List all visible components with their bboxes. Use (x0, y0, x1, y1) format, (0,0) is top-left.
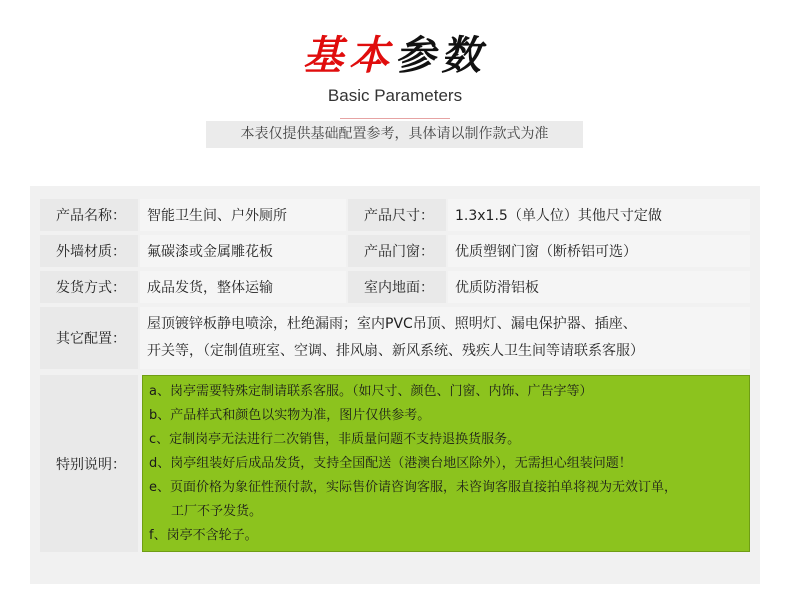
other-line-2: 开关等，（定制值班室、空调、排风扇、新风系统、残疾人卫生间等请联系客服） (147, 343, 644, 359)
table-row (40, 199, 750, 231)
row-value: 优质防滑铝板 (448, 271, 750, 303)
table-row-other (40, 307, 750, 369)
title-divider (340, 118, 450, 119)
subtitle-banner: 本表仅提供基础配置参考，具体请以制作款式为准 (206, 121, 583, 148)
note-item-d: d、岗亭组装好后成品发货，支持全国配送（港澳台地区除外），无需担心组装问题！ (149, 456, 632, 471)
row-value: 氟碳漆或金属雕花板 (140, 235, 346, 267)
note-item-c: c、定制岗亭无法进行二次销售，非质量问题不支持退换货服务。 (149, 432, 521, 447)
other-value (140, 307, 750, 369)
page-header (0, 32, 790, 106)
row-label: 外墙材质： (40, 235, 138, 267)
note-item-a: a、岗亭需要特殊定制请联系客服。（如尺寸、颜色、门窗、内饰、广告字等） (149, 384, 593, 399)
other-label: 其它配置： (40, 307, 138, 369)
page-title (0, 32, 790, 80)
title-red-part: 基本 (303, 32, 395, 79)
row-label: 产品名称： (40, 199, 138, 231)
row-value: 1.3x1.5（单人位）其他尺寸定做 (448, 199, 750, 231)
note-item-e: e、页面价格为象征性预付款，实际售价请咨询客服，未咨询客服直接拍单将视为无效订单， (149, 480, 677, 495)
table-row (40, 271, 750, 303)
table-row (40, 235, 750, 267)
title-english: Basic Parameters (327, 86, 463, 105)
note-item-b: b、产品样式和颜色以实物为准，图片仅供参考。 (149, 408, 431, 423)
row-value: 成品发货，整体运输 (140, 271, 346, 303)
notes-label: 特别说明： (40, 375, 138, 552)
row-label: 室内地面： (348, 271, 446, 303)
row-value: 优质塑钢门窗（断桥铝可选） (448, 235, 750, 267)
row-label: 产品门窗： (348, 235, 446, 267)
note-item-e-cont: 工厂不予发货。 (171, 504, 263, 519)
row-label: 发货方式： (40, 271, 138, 303)
note-item-f: f、岗亭不含轮子。 (149, 528, 258, 543)
row-value: 智能卫生间、户外厕所 (140, 199, 346, 231)
other-line-1: 屋顶镀锌板静电喷涂，杜绝漏雨；室内PVC吊顶、照明灯、漏电保护器、插座、 (147, 316, 637, 332)
notes-box (142, 375, 750, 552)
title-black-part: 参数 (395, 32, 487, 79)
row-label: 产品尺寸： (348, 199, 446, 231)
